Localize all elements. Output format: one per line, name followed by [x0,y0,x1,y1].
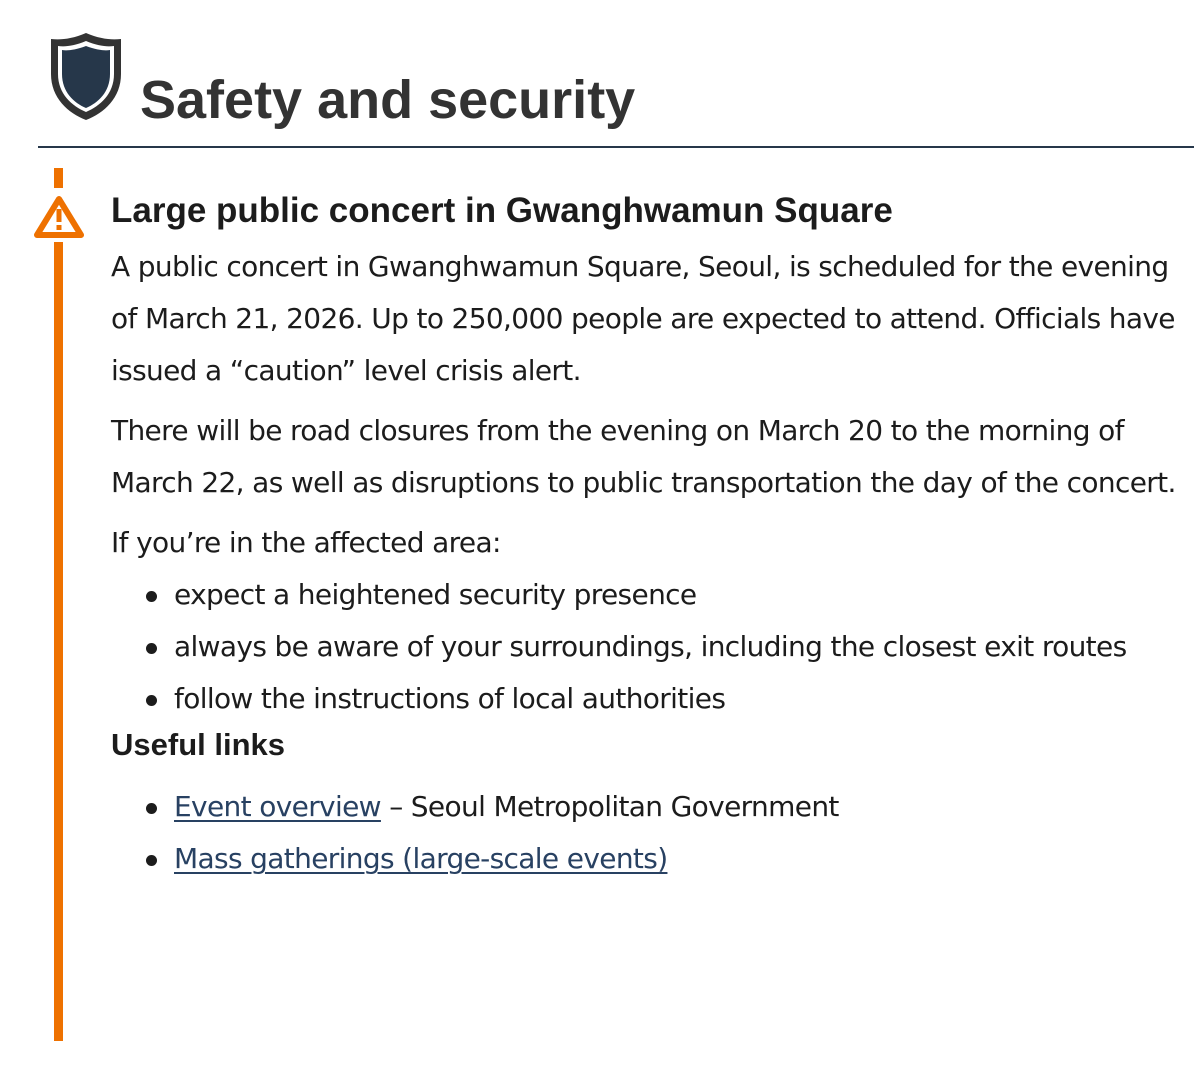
event-overview-link[interactable]: Event overview [174,790,381,823]
bullet-icon [146,695,157,706]
list-item [111,569,1191,621]
warning-icon [33,195,85,239]
alert-body [111,185,1191,885]
link-suffix: – Seoul Metropolitan Government [380,790,839,823]
useful-links-list [111,781,1191,885]
list-item [111,673,1191,725]
list-item-text: always be aware of your surroundings, including the closest exit routes [174,630,1127,663]
list-item [111,621,1191,673]
alert-bar [54,242,63,1041]
list-item-text: follow the instructions of local authorities [174,682,726,715]
bullet-icon [146,643,157,654]
bullet-icon [146,803,157,814]
title-divider [38,146,1194,148]
shield-icon [47,30,125,122]
advice-list [111,569,1191,725]
bullet-icon [146,855,157,866]
alert-paragraph: There will be road closures from the evening on March 20 to the morning of March 22, as well as disruptions to public transportation the day of the concert. [111,414,1176,499]
list-item [111,833,1191,885]
alert-paragraph: If you’re in the affected area: [111,526,501,559]
alert-heading: Large public concert in Gwanghwamun Square [111,191,893,230]
alert-bar-top [54,168,63,188]
list-item-text: expect a heightened security presence [174,578,697,611]
list-item [111,781,1191,833]
section-title: Safety and security [140,70,636,130]
alert-paragraph: A public concert in Gwanghwamun Square, Seoul, is scheduled for the evening of March 21, 2026. Up to 250,000 people are expected to attend. Officials have issued a “caution” level crisis alert. [111,250,1175,387]
warning-mark-dot [57,225,62,230]
useful-links-heading: Useful links [111,727,285,762]
warning-mark-stem [57,209,62,222]
bullet-icon [146,591,157,602]
mass-gatherings-link[interactable]: Mass gatherings (large-scale events) [174,842,668,875]
